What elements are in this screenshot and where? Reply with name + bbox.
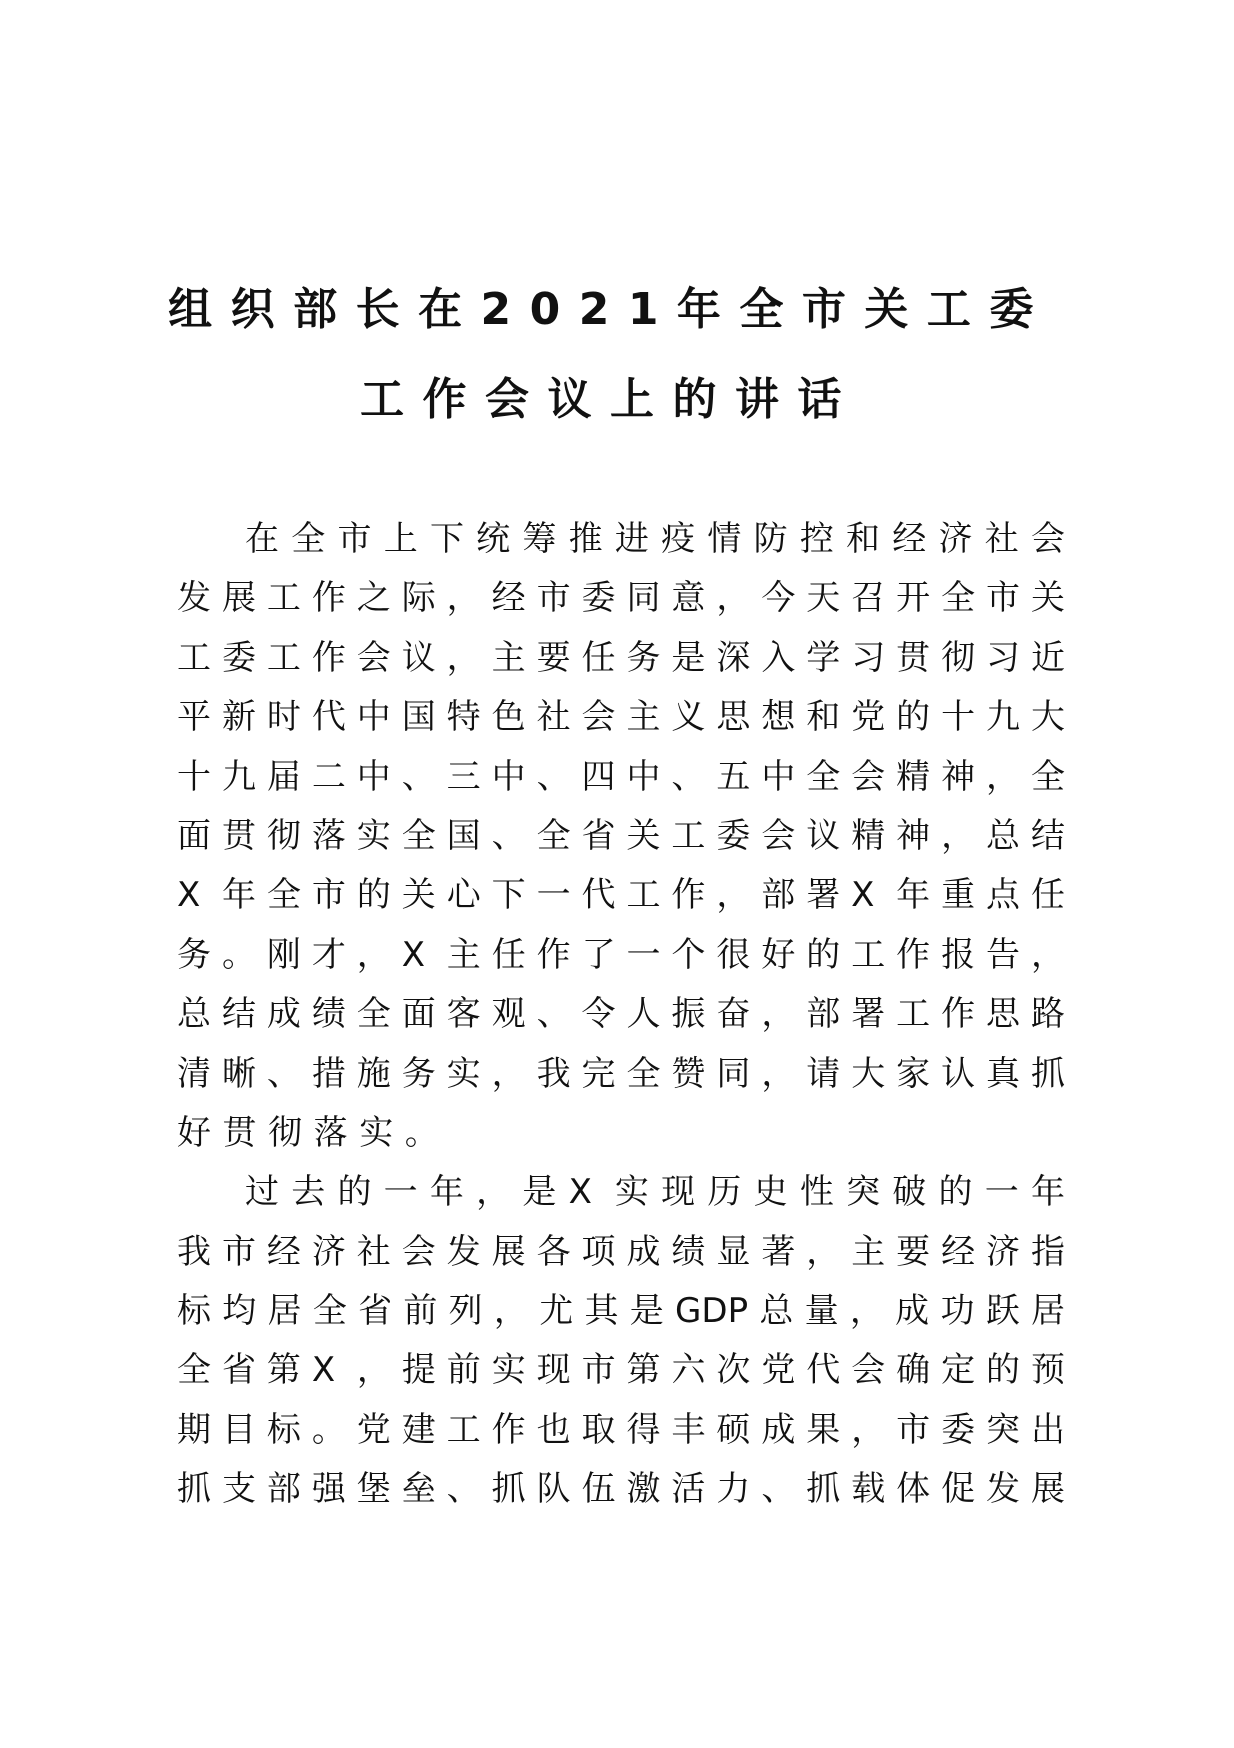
paragraph-1-line-11: 好贯彻落实。	[177, 1112, 451, 1153]
document-title-line-1: 组织部长在2021年全市关工委	[168, 284, 1052, 335]
paragraph-1-line-5: 十九届二中、三中、四中、五中全会精神，全	[177, 756, 1065, 797]
paragraph-1-line-8: 务。刚才，X 主任作了一个很好的工作报告，	[177, 934, 1065, 975]
paragraph-1-line-4: 平新时代中国特色社会主义思想和党的十九大	[177, 697, 1065, 738]
paragraph-1-line-10: 清晰、措施务实，我完全赞同，请大家认真抓	[177, 1053, 1065, 1094]
paragraph-2-line-4: 全省第X ，提前实现市第六次党代会确定的预	[177, 1350, 1065, 1391]
document-body	[177, 510, 1065, 1520]
paragraph-2-line-1: 过去的一年，是X 实现历史性突破的一年	[245, 1172, 1065, 1213]
paragraph-2-line-3: 标均居全省前列，尤其是GDP总量，成功跃居	[177, 1291, 1065, 1332]
paragraph-1-line-1: 在全市上下统筹推进疫情防控和经济社会	[245, 519, 1065, 559]
paragraph-2-line-6: 抓支部强堡垒、抓队伍激活力、抓载体促发展	[177, 1469, 1065, 1510]
paragraph-1-line-9: 总结成绩全面客观、令人振奋，部署工作思路	[177, 994, 1065, 1035]
paragraph-1-line-3: 工委工作会议，主要任务是深入学习贯彻习近	[177, 637, 1065, 678]
paragraph-1-line-2: 发展工作之际，经市委同意，今天召开全市关	[177, 578, 1065, 619]
paragraph-1-line-6: 面贯彻落实全国、全省关工委会议精神，总结	[177, 815, 1065, 856]
paragraph-1-line-7: X 年全市的关心下一代工作，部署X 年重点任	[177, 875, 1065, 916]
document-title-line-2: 工作会议上的讲话	[360, 374, 860, 425]
paragraph-2-line-2: 我市经济社会发展各项成绩显著，主要经济指	[177, 1231, 1065, 1272]
paragraph-2-line-5: 期目标。党建工作也取得丰硕成果，市委突出	[177, 1409, 1065, 1450]
